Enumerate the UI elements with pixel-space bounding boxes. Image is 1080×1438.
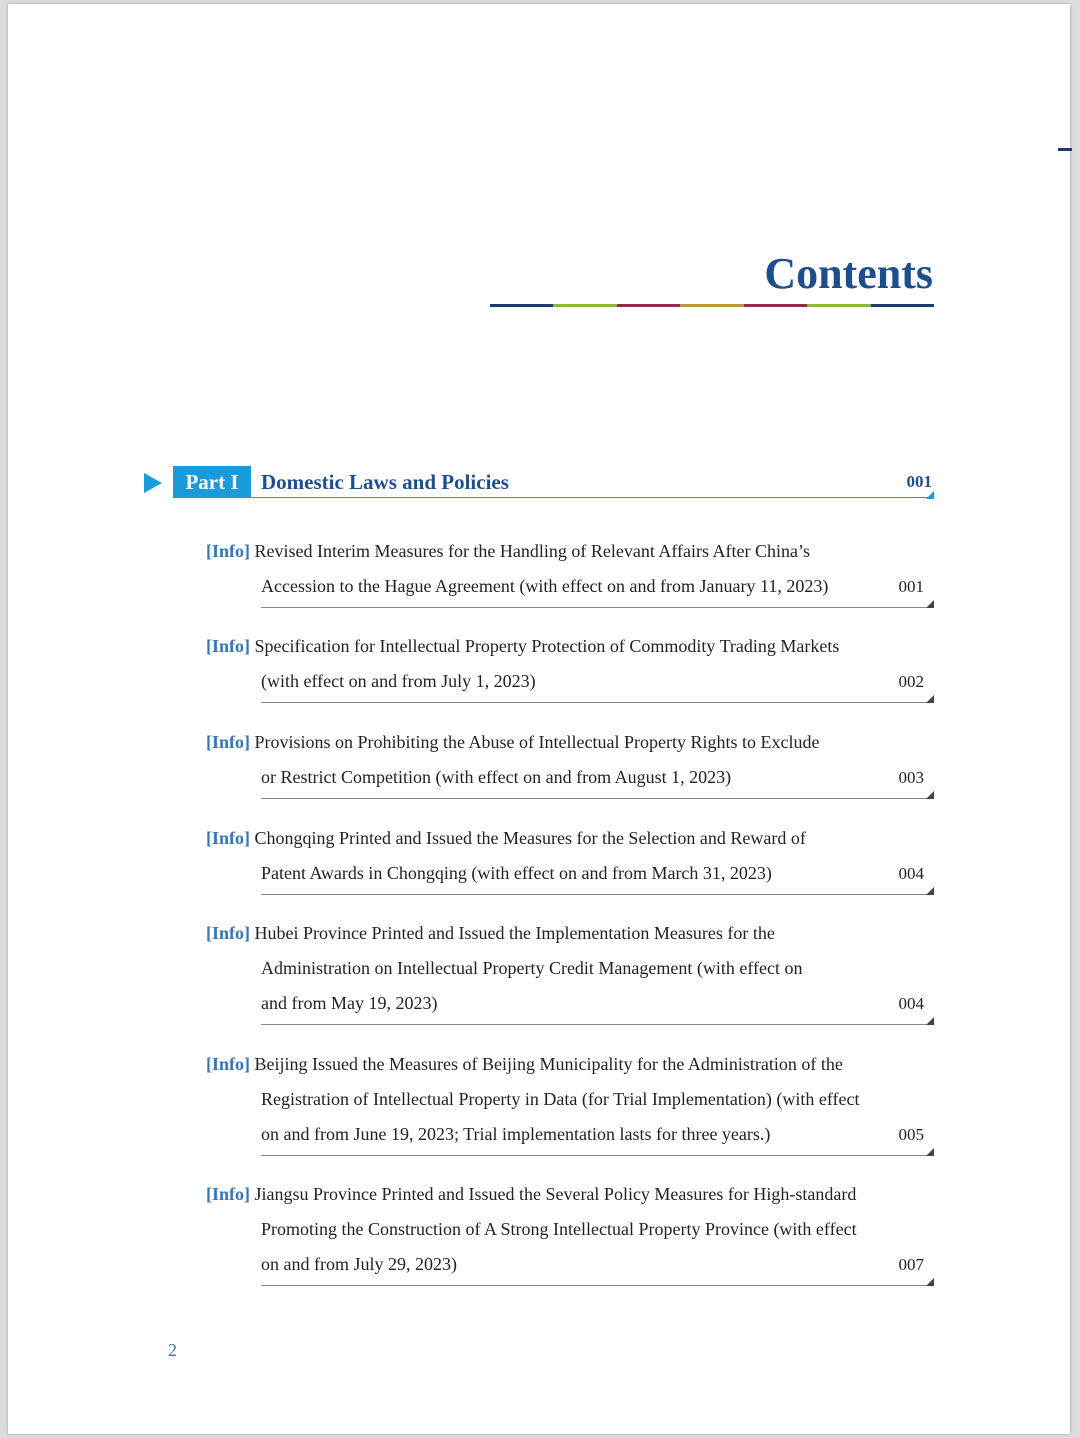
title-divider-segment [553, 304, 616, 307]
toc-entry-page-number: 007 [898, 1255, 924, 1274]
toc-entry-text: Jiangsu Province Printed and Issued the Several Policy Measures for High-standard [254, 1184, 857, 1204]
toc-entry-line [206, 760, 934, 795]
toc-entry-text: Provisions on Prohibiting the Abuse of Intellectual Property Rights to Exclude [254, 732, 820, 752]
toc-entry-underline [261, 798, 934, 799]
part-page-number: 001 [906, 472, 932, 491]
corner-triangle-icon [926, 791, 934, 799]
toc-entry-text: Patent Awards in Chongqing (with effect on and from March 31, 2023) [261, 863, 772, 883]
toc-entry-page-number: 004 [898, 994, 924, 1013]
toc-entry-text: Administration on Intellectual Property Credit Management (with effect on [261, 958, 803, 978]
toc-entry-text: Hubei Province Printed and Issued the Implementation Measures for the [254, 923, 775, 943]
toc-entry-text: on and from June 19, 2023; Trial implementation lasts for three years.) [261, 1124, 771, 1144]
toc-entry-text: Promoting the Construction of A Strong Intellectual Property Province (with effect [261, 1219, 857, 1239]
title-divider-segment [490, 304, 553, 307]
corner-triangle-icon [926, 695, 934, 703]
toc-entry-line [206, 1177, 934, 1212]
toc-entry-page-number: 002 [898, 672, 924, 691]
toc-entry-line [206, 986, 934, 1021]
title-divider-segment [617, 304, 680, 307]
play-arrow-icon [144, 473, 162, 493]
toc-entry-line [206, 1082, 934, 1117]
info-tag: [Info] [206, 828, 250, 848]
toc-entry-line [206, 916, 934, 951]
toc-entry-line [206, 629, 934, 664]
title-divider-segment [807, 304, 870, 307]
page-edge-mark [1058, 148, 1072, 151]
toc-entry-line [206, 725, 934, 760]
toc-entry-line [206, 1247, 934, 1282]
title-divider-segment [871, 304, 934, 307]
info-tag: [Info] [206, 1054, 250, 1074]
toc-entry-page-number: 004 [898, 864, 924, 883]
corner-triangle-icon [926, 491, 934, 499]
corner-triangle-icon [926, 600, 934, 608]
part-title: Domestic Laws and Policies [261, 470, 509, 494]
toc-entry-text: Revised Interim Measures for the Handling of Relevant Affairs After China’s [254, 541, 811, 561]
info-tag: [Info] [206, 541, 250, 561]
toc-entry-line [206, 569, 934, 604]
toc-entry-line [206, 951, 934, 986]
toc-entry-line [206, 534, 934, 569]
toc-entry-line [206, 664, 934, 699]
toc-entry-underline [261, 1285, 934, 1286]
toc-entry-text: (with effect on and from July 1, 2023) [261, 671, 536, 691]
toc-entry-underline [261, 1155, 934, 1156]
toc-entry[interactable] [206, 725, 934, 795]
toc-entry[interactable] [206, 1047, 934, 1152]
corner-triangle-icon [926, 1278, 934, 1286]
document-page [8, 4, 1070, 1434]
corner-triangle-icon [926, 1017, 934, 1025]
info-tag: [Info] [206, 923, 250, 943]
toc-entry[interactable] [206, 629, 934, 699]
toc-entry[interactable] [206, 534, 934, 604]
corner-triangle-icon [926, 1148, 934, 1156]
title-divider [490, 304, 934, 307]
toc-entry-text: or Restrict Competition (with effect on and from August 1, 2023) [261, 767, 732, 787]
info-tag: [Info] [206, 1184, 250, 1204]
info-tag: [Info] [206, 732, 250, 752]
toc-entry-line [206, 856, 934, 891]
part-heading[interactable] [144, 466, 934, 500]
part-underline [173, 497, 931, 498]
toc-entry-line [206, 821, 934, 856]
title-divider-segment [680, 304, 743, 307]
toc-entry-page-number: 003 [898, 768, 924, 787]
toc-entry-underline [261, 894, 934, 895]
toc-entry[interactable] [206, 1177, 934, 1282]
toc-entry-text: on and from July 29, 2023) [261, 1254, 457, 1274]
toc-entry-line [206, 1117, 934, 1152]
toc-entry-line [206, 1047, 934, 1082]
toc-entry-text: Specification for Intellectual Property Protection of Commodity Trading Markets [254, 636, 840, 656]
toc-entry-text: and from May 19, 2023) [261, 993, 438, 1013]
corner-triangle-icon [926, 887, 934, 895]
page-number: 2 [168, 1340, 177, 1360]
contents-title: Contents [764, 249, 933, 298]
toc-entry-text: Accession to the Hague Agreement (with effect on and from January 11, 2023) [261, 576, 829, 596]
part-badge: Part I [173, 466, 251, 498]
toc-entry-page-number: 001 [898, 577, 924, 596]
toc-entry[interactable] [206, 916, 934, 1021]
toc-entry-underline [261, 702, 934, 703]
toc-entry-page-number: 005 [898, 1125, 924, 1144]
toc-entry-text: Beijing Issued the Measures of Beijing Municipality for the Administration of the [254, 1054, 843, 1074]
toc-entry-underline [261, 1024, 934, 1025]
toc-entry-line [206, 1212, 934, 1247]
toc-entry[interactable] [206, 821, 934, 891]
info-tag: [Info] [206, 636, 250, 656]
toc-entry-text: Chongqing Printed and Issued the Measures for the Selection and Reward of [254, 828, 806, 848]
toc-entry-underline [261, 607, 934, 608]
title-divider-segment [744, 304, 807, 307]
toc-entry-text: Registration of Intellectual Property in Data (for Trial Implementation) (with effect [261, 1089, 860, 1109]
